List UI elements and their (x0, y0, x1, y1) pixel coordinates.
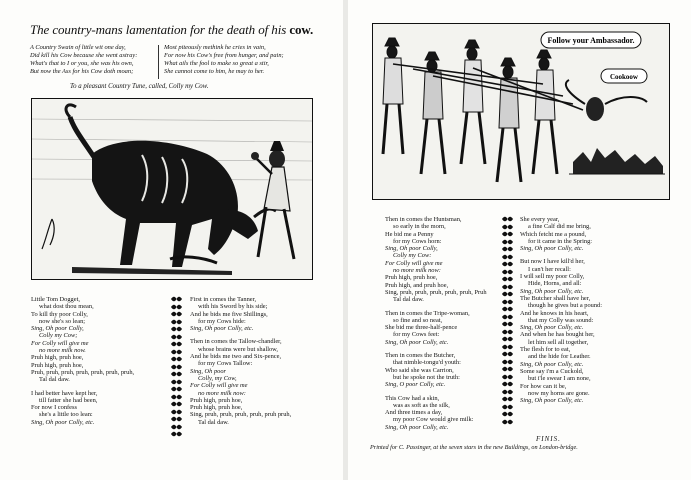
fleuron-icon (171, 416, 182, 422)
ballad-title (30, 22, 313, 38)
verse-line: Sing, Oh poor Colly, (385, 245, 438, 253)
verse-line: Pruh high, pruh hoe, (190, 404, 243, 412)
verse-line: that my Colly was sound: (528, 316, 594, 324)
verse-line: for my Cows hide: (198, 317, 246, 325)
woodcut-bull-and-man (31, 98, 313, 280)
fleuron-icon (502, 359, 513, 365)
right-col2-verses (520, 216, 602, 404)
verse-line: Pruh high, pruh hoe, (31, 361, 84, 369)
verse-line: she's a little too lean: (39, 411, 93, 419)
title-emphasis: cow. (289, 22, 314, 37)
verse-line: The Butcher shall have her, (520, 294, 591, 302)
verse-line: Sing, pruh, pruh, pruh, pruh, pruh, Pruh (385, 288, 487, 296)
fleuron-icon (171, 341, 182, 347)
intro-line: What's that to I or you, she was his own, (30, 60, 134, 67)
intro-line: What ails the fool to make so great a stir, (164, 60, 269, 67)
verse-line: Then in comes the Tallow-chandler, (190, 338, 282, 346)
fleuron-icon (502, 344, 513, 350)
verse-line: but he spoke not the truth: (393, 373, 460, 381)
verse-line: Sing, Oh poor Colly, etc. (520, 397, 584, 405)
verse-line: He bid me a Penny (385, 230, 434, 238)
fleuron-icon (171, 409, 182, 415)
verse-line: Sing, Oh poor Colly, etc. (520, 245, 584, 253)
verse-line: Then in comes the Tripe-woman, (385, 309, 470, 317)
verse-line: what dost thou mean, (39, 303, 94, 311)
verse-line: To kill thy poor Colly, (31, 310, 88, 318)
verse-line: though he gives but a pound: (528, 302, 603, 310)
verse-line: Sing, Oh poor Colly, etc. (385, 338, 449, 346)
verse-line: a fine Calf did me bring, (528, 223, 591, 231)
verse-line: Sing, pruh, pruh, pruh, pruh, pruh pruh, (190, 411, 292, 419)
verse-line: was as soft as the silk, (393, 401, 450, 409)
fleuron-icon (171, 371, 182, 377)
verse-line: so early in the morn, (393, 223, 446, 231)
fleuron-icon (502, 396, 513, 402)
fleuron-icon (171, 424, 182, 430)
verse-line: Pruh high, pruh hoe, (385, 274, 438, 282)
verse-line: till fatter she had been, (39, 396, 98, 404)
fleuron-icon (502, 321, 513, 327)
verse-line: and the hide for Leather. (528, 353, 591, 361)
intro-line: Did kill his Cow because she went astray: (30, 52, 138, 59)
fleuron-icon (502, 246, 513, 252)
fleuron-icon (502, 329, 513, 335)
verse-line: but i'le swear I am none, (528, 375, 591, 383)
fleuron-icon (171, 431, 182, 437)
verse-line: Tal dal daw. (393, 296, 424, 304)
title-text: The country-mans lamentation for the death of his (30, 22, 290, 37)
fleuron-icon (171, 326, 182, 332)
verse-line: Then in comes the Butcher, (385, 352, 456, 360)
fleuron-icon (502, 381, 513, 387)
verse-line: Sing, Oh poor Colly, etc. (520, 360, 584, 368)
verse-line: Little Tom Dogget, (31, 296, 80, 303)
verse-line: Pruh high, pruh hoe, (190, 396, 243, 404)
verse-line: For Colly will give me (31, 339, 89, 347)
verse-line: And he knows in his heart, (520, 309, 589, 317)
verse-line: For how can it be, (520, 382, 567, 390)
verse-line: The flesh for to eat, (520, 346, 571, 354)
procession-woodcut-illustration (373, 24, 669, 199)
verse-line: Sing, Oh poor Colly, etc. (520, 287, 584, 295)
verse-line: my poor Cow would give milk: (393, 416, 474, 424)
fleuron-icon (502, 239, 513, 245)
fleuron-icon (502, 351, 513, 357)
imprint: Printed for C. Passinger, at the seven stars in the new Buildings, on London-bridge. (370, 444, 578, 451)
fleuron-icon (171, 386, 182, 392)
verse-line: But now I have kill'd her, (520, 258, 585, 266)
intro-divider (158, 45, 159, 79)
fleuron-icon (502, 419, 513, 425)
verse-line: She every year, (520, 216, 560, 223)
right-page (348, 0, 691, 480)
verse-line: now she's so lean; (39, 317, 86, 325)
fleuron-icon (502, 366, 513, 372)
intro-line: Most piteously methink he cries in vain, (164, 44, 266, 51)
verse-line: Colly my Cow: (393, 252, 432, 260)
fleuron-icon (171, 364, 182, 370)
intro-line: A Country Swain of little wit one day, (30, 44, 126, 51)
fleuron-icon (502, 411, 513, 417)
fleuron-icon (171, 356, 182, 362)
fleuron-icon (502, 269, 513, 275)
verse-line: And he bids me two and Six-pence, (190, 353, 282, 361)
verse-line: Sing, Oh poor Colly, etc. (385, 423, 449, 431)
fleuron-icon (171, 394, 182, 400)
verse-line: Tal dal daw. (39, 376, 70, 384)
fleuron-icon (171, 349, 182, 355)
intro-line: But now the Ass for his Cow doth moan; (30, 68, 134, 75)
fleuron-icon (502, 261, 513, 267)
verse-line: Then in comes the Huntsman, (385, 216, 462, 223)
fleuron-icon (171, 334, 182, 340)
verse-line: for my Cows feet: (393, 331, 440, 339)
verse-line: Who said she was Carrion, (385, 366, 454, 374)
verse-line: I will sell my poor Colly, (520, 273, 585, 281)
left-page (0, 0, 343, 480)
fleuron-icon (502, 224, 513, 230)
verse-line: Tal dal daw. (198, 418, 229, 426)
verse-line: Colly, my Cow, (198, 374, 237, 382)
verse-line: whose brains were but shallow, (198, 345, 278, 353)
fleuron-icon (502, 336, 513, 342)
fleuron-icon (502, 216, 513, 222)
stanza-3 (190, 296, 291, 426)
fleuron-icon (171, 304, 182, 310)
verse-line: for it came in the Spring: (528, 237, 593, 245)
verse-line: Pruh, pruh, pruh, pruh, pruh, pruh, pruh, (31, 368, 135, 376)
fleuron-icon (171, 401, 182, 407)
verse-line: for my Cows Tallow: (198, 360, 253, 368)
fleuron-icon (171, 319, 182, 325)
verse-line: Sing, Oh poor (190, 367, 227, 375)
fleuron-icon (502, 389, 513, 395)
verse-line: Pruh high, and pruh hoe, (385, 281, 449, 289)
stanza-1 (31, 296, 134, 426)
finis: FINIS. (536, 435, 561, 443)
verse-line: I had better have kept her, (31, 389, 98, 397)
verse-line: Some say i'm a Cuckold, (520, 367, 584, 375)
fleuron-icon (502, 291, 513, 297)
bull-woodcut-illustration (32, 99, 312, 279)
fleuron-icon (502, 314, 513, 320)
verse-line: so fine and so neat, (393, 316, 443, 324)
fleuron-icon (171, 296, 182, 302)
verse-line: For Colly will give me (190, 382, 248, 390)
verse-line: For Colly will give me (385, 259, 443, 267)
verse-line: for my Cows horn: (393, 237, 442, 245)
verse-line: Colly my Cow; (39, 332, 78, 340)
verse-line: She bid me three-half-pence (385, 324, 458, 332)
fleuron-icon (502, 231, 513, 237)
fleuron-icon (171, 311, 182, 317)
fleuron-icon (502, 374, 513, 380)
verse-line: Pruh high, pruh hoe, (31, 354, 84, 362)
fleuron-icon (502, 299, 513, 305)
verse-line: Sing, O poor Colly, etc. (385, 381, 446, 389)
banner-cookoow: Cookoow (609, 73, 639, 81)
verse-line: Sing, Oh poor Colly, etc. (190, 325, 254, 333)
verse-line: And when he has bought her, (520, 331, 595, 339)
fleuron-icon (171, 379, 182, 385)
verse-line: Sing, Oh poor Colly, (31, 325, 84, 333)
fleuron-icon (502, 306, 513, 312)
verse-line: with his Sword by his side; (198, 303, 268, 311)
verse-line: Hide, Horns, and all: (528, 280, 582, 288)
verse-line: Which fetcht me a pound, (520, 230, 587, 238)
intro-line: She cannot come to him, he may to her. (164, 68, 265, 75)
verse-line: now my horns are gone. (528, 389, 590, 397)
verse-line: This Cow had a skin, (385, 394, 440, 402)
verse-line: Sing, Oh poor Colly, etc. (520, 324, 584, 332)
verse-line: no more milk now. (39, 347, 86, 355)
verse-line: I can't her recall: (528, 265, 571, 273)
verse-line: that nimble-tongu'd youth: (393, 359, 461, 367)
verse-line: Sing, Oh poor Colly, etc. (31, 418, 95, 426)
fleuron-icon (502, 284, 513, 290)
verse-line: no more milk now: (393, 267, 441, 275)
verse-line: let him sell all together, (528, 338, 589, 346)
verse-line: First in comes the Tanner, (190, 296, 257, 303)
verse-line: And three times a day, (385, 409, 443, 417)
intro-col-2 (164, 44, 284, 76)
verse-line: no more milk now: (198, 389, 246, 397)
fleuron-icon (502, 276, 513, 282)
verse-line: And he bids me five Shillings, (190, 310, 268, 318)
fleuron-icon (502, 254, 513, 260)
woodcut-procession (372, 23, 670, 200)
intro-line: For now his Cow's free from hunger, and pain; (164, 52, 284, 59)
fleuron-icon (502, 404, 513, 410)
verse-line: For now I confess (31, 404, 77, 412)
tune-line: To a pleasant Country Tune, called, Colly my Cow. (70, 83, 209, 90)
banner-ambassador: Follow your Ambassador. (547, 36, 635, 45)
intro-col-1 (30, 44, 137, 76)
right-col1-verses (385, 216, 487, 431)
